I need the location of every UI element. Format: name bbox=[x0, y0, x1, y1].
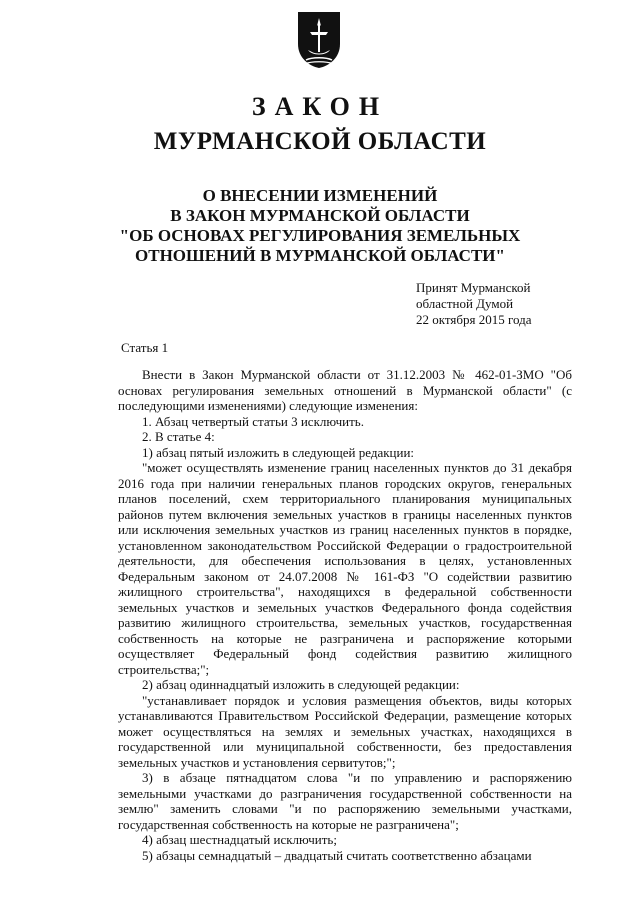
subtitle-line: В ЗАКОН МУРМАНСКОЙ ОБЛАСТИ bbox=[170, 206, 470, 225]
article-heading: Статья 1 bbox=[121, 340, 169, 355]
law-title: ЗАКОН bbox=[251, 92, 389, 121]
paragraph: 1. Абзац четвертый статьи 3 исключить. bbox=[142, 413, 364, 429]
adoption-line: областной Думой bbox=[416, 296, 514, 311]
adoption-line: Принят Мурманской bbox=[416, 280, 531, 295]
paragraph: Внести в Закон Мурманской области от 31.12.2003 № 462-01-ЗМО "Об основах регулирования земельных отношений в Мурманской области" (с последующими изменениями) следующие изменения: bbox=[118, 367, 572, 413]
subtitle-line: ОТНОШЕНИЙ В МУРМАНСКОЙ ОБЛАСТИ" bbox=[135, 246, 505, 265]
paragraph: 4) абзац шестнадцатый исключить; bbox=[142, 832, 337, 847]
document-body bbox=[118, 367, 572, 863]
paragraph: 2) абзац одиннадцатый изложить в следующей редакции: bbox=[142, 677, 460, 692]
subtitle-line: "ОБ ОСНОВАХ РЕГУЛИРОВАНИЯ ЗЕМЕЛЬНЫХ bbox=[119, 226, 521, 245]
paragraph: "может осуществлять изменение границ населенных пунктов до 31 декабря 2016 года при наличии генеральных планов городских округов, генеральных планов поселений, схем территориального планирования муниципальных районов путем включения земельных участков в границы населенных пунктов или исключения земельных участков из границ населенных пунктов в порядке, установленном законодательством Российской Федерации о градостроительной деятельности, для обеспечения использования в целях, установленных Федеральным законом от 24.07.2008 № 161-ФЗ "О содействии развитию жилищного строительства", находящихся в федеральной собственности земельных участков и земельных участков Федерального фонда содействия развитию жилищного строительства, земельных участков, государственная собственность на которые не разграничена и распоряжение которыми осуществляет Федеральный фонд содействия развитию жилищного строительства;"; bbox=[118, 460, 572, 677]
subtitle-line: О ВНЕСЕНИИ ИЗМЕНЕНИЙ bbox=[202, 186, 438, 205]
paragraph: 2. В статье 4: bbox=[142, 429, 215, 444]
adoption-note bbox=[416, 280, 532, 328]
paragraph: 3) в абзаце пятнадцатом слова "и по управлению и распоряжению земельными участками до разграничения государственной собственности на землю" заменить словами "и по распоряжению земельными участками, государственная собственность на которые не разграничена"; bbox=[118, 770, 572, 832]
paragraph: 1) абзац пятый изложить в следующей редакции: bbox=[142, 444, 415, 460]
law-subtitle bbox=[0, 186, 640, 266]
paragraph: "устанавливает порядок и условия размещения объектов, виды которых устанавливаются Правительством Российской Федерации, размещение которых может осуществляться на землях и земельных участках, находящихся в государственной или муниципальной собственности, без предоставления земельных участков и установления сервитутов;"; bbox=[118, 692, 572, 770]
paragraph: 5) абзацы семнадцатый – двадцатый считать соответственно абзацами bbox=[142, 847, 532, 863]
law-region-title: МУРМАНСКОЙ ОБЛАСТИ bbox=[153, 128, 487, 155]
murmansk-coat-of-arms-icon bbox=[296, 10, 342, 70]
adoption-date: 22 октября 2015 года bbox=[416, 312, 532, 327]
